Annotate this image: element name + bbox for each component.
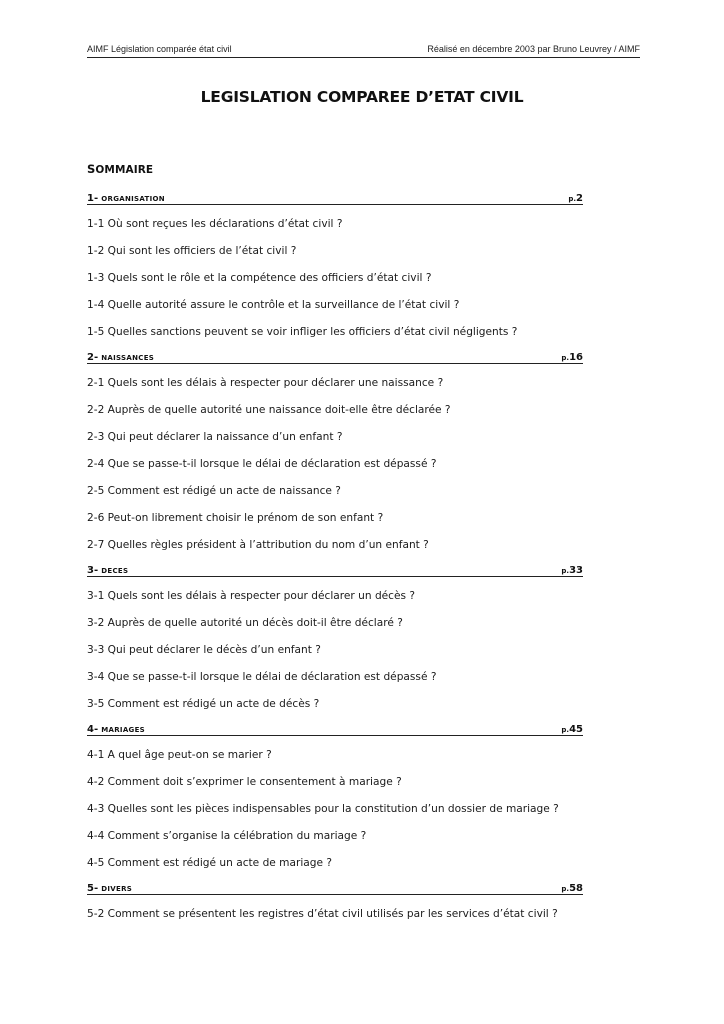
section-page-ref (561, 565, 583, 577)
toc-section (87, 352, 583, 552)
toc-question-item[interactable]: 4-3 Quelles sont les pièces indispensables pour la constitution d’un dossier de mariage ? (87, 803, 559, 815)
sommaire-rest: OMMAIRE (95, 164, 154, 176)
toc-question-item[interactable]: 2-1 Quels sont les délais à respecter pour déclarer une naissance ? (87, 377, 444, 389)
toc-question-item[interactable]: 2-3 Qui peut déclarer la naissance d’un enfant ? (87, 431, 343, 443)
section-label: MARIAGES (101, 726, 146, 734)
section-label: NAISSANCES (101, 354, 155, 362)
document-title: LEGISLATION COMPAREE D’ETAT CIVIL (200, 88, 524, 106)
toc-question-item[interactable]: 1-2 Qui sont les officiers de l’état civil ? (87, 245, 297, 257)
sommaire-heading (87, 162, 583, 176)
section-heading[interactable] (87, 193, 583, 205)
toc-question-item[interactable]: 1-4 Quelle autorité assure le contrôle et la surveillance de l’état civil ? (87, 299, 460, 311)
page-prefix: p. (568, 195, 577, 203)
toc-section (87, 883, 583, 921)
section-number: 3- (87, 565, 99, 576)
toc-section (87, 193, 583, 339)
header-right-text: Réalisé en décembre 2003 par Bruno Leuvrey / AIMF (427, 44, 640, 54)
toc-question-item[interactable]: 1-1 Où sont reçues les déclarations d’état civil ? (87, 218, 343, 230)
page-prefix: p. (561, 726, 570, 734)
toc-question-item[interactable]: 2-7 Quelles règles président à l’attribution du nom d’un enfant ? (87, 539, 429, 551)
toc-question-item[interactable]: 2-4 Que se passe-t-il lorsque le délai de déclaration est dépassé ? (87, 458, 437, 470)
toc-question-item[interactable]: 3-1 Quels sont les délais à respecter pour déclarer un décès ? (87, 590, 416, 602)
toc-sections (87, 193, 583, 921)
toc-question-item[interactable]: 4-5 Comment est rédigé un acte de mariage ? (87, 857, 333, 869)
toc-question-item[interactable]: 3-4 Que se passe-t-il lorsque le délai de déclaration est dépassé ? (87, 671, 437, 683)
section-label: DIVERS (101, 885, 133, 893)
toc-question-item[interactable]: 1-5 Quelles sanctions peuvent se voir infliger les officiers d’état civil négligents ? (87, 326, 518, 338)
toc-question-item[interactable]: 3-5 Comment est rédigé un acte de décès ? (87, 698, 320, 710)
section-page-ref (561, 883, 583, 895)
section-number: 2- (87, 352, 99, 363)
page-prefix: p. (561, 885, 570, 893)
running-header (87, 41, 640, 58)
section-number: 1- (87, 193, 99, 204)
toc-question-item[interactable]: 3-2 Auprès de quelle autorité un décès doit-il être déclaré ? (87, 617, 403, 629)
section-heading[interactable] (87, 352, 583, 364)
section-number: 5- (87, 883, 99, 894)
sommaire-initial: S (87, 162, 96, 176)
page-number: 2 (576, 193, 583, 204)
section-heading[interactable] (87, 883, 583, 895)
toc-section (87, 724, 583, 870)
section-page-ref (568, 193, 583, 205)
toc-question-item[interactable]: 2-6 Peut-on librement choisir le prénom de son enfant ? (87, 512, 384, 524)
page-number: 16 (569, 352, 583, 363)
section-label: DECES (101, 567, 129, 575)
section-page-ref (561, 724, 583, 736)
section-number: 4- (87, 724, 99, 735)
toc-question-item[interactable]: 4-4 Comment s’organise la célébration du mariage ? (87, 830, 367, 842)
toc-question-item[interactable]: 4-1 A quel âge peut-on se marier ? (87, 749, 272, 761)
page-prefix: p. (561, 567, 570, 575)
section-page-ref (561, 352, 583, 364)
toc-section (87, 565, 583, 711)
section-heading[interactable] (87, 724, 583, 736)
page-number: 58 (569, 883, 583, 894)
table-of-contents (87, 162, 583, 934)
section-label: ORGANISATION (101, 195, 165, 203)
page-number: 45 (569, 724, 583, 735)
section-heading[interactable] (87, 565, 583, 577)
toc-question-item[interactable]: 5-2 Comment se présentent les registres d’état civil utilisés par les services d’état civil ? (87, 908, 558, 920)
toc-question-item[interactable]: 2-2 Auprès de quelle autorité une naissance doit-elle être déclarée ? (87, 404, 451, 416)
page-prefix: p. (561, 354, 570, 362)
toc-question-item[interactable]: 4-2 Comment doit s’exprimer le consentement à mariage ? (87, 776, 402, 788)
page-number: 33 (569, 565, 583, 576)
header-left-text: AIMF Législation comparée état civil (87, 44, 232, 54)
toc-question-item[interactable]: 1-3 Quels sont le rôle et la compétence des officiers d’état civil ? (87, 272, 432, 284)
toc-question-item[interactable]: 2-5 Comment est rédigé un acte de naissance ? (87, 485, 341, 497)
toc-question-item[interactable]: 3-3 Qui peut déclarer le décès d’un enfant ? (87, 644, 321, 656)
